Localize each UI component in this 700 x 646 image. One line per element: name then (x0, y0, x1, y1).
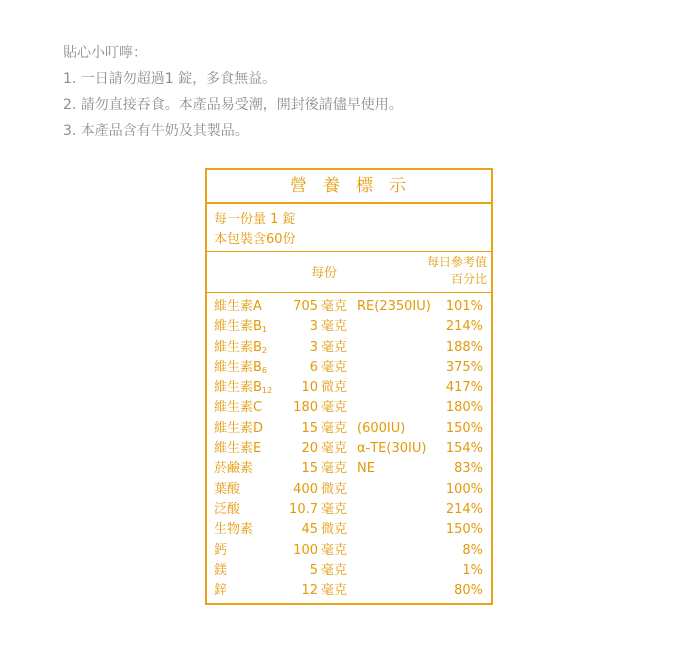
nutrient-row (207, 480, 491, 500)
nutrient-daily-value: 101% (445, 299, 483, 314)
nutrient-amount: 15 (301, 420, 318, 436)
tip-item: 3. 本產品含有牛奶及其製品。 (63, 123, 249, 139)
nutrient-unit: 微克 (321, 481, 348, 497)
nutrient-unit: 毫克 (321, 299, 348, 314)
nutrient-daily-value: 100% (445, 481, 483, 497)
nutrient-amount: 5 (309, 562, 318, 578)
nutrient-amount: 10 (301, 380, 318, 396)
nutrient-unit: 毫克 (321, 461, 348, 477)
nutrient-row (207, 459, 491, 479)
nutrient-daily-value: 150% (445, 420, 483, 436)
column-header (207, 252, 491, 293)
nutrient-row (207, 520, 491, 540)
nutrient-subscript: 12 (261, 386, 273, 396)
nutrient-daily-value: 8% (462, 542, 483, 558)
daily-value-label-line1: 每日參考值 (426, 255, 487, 269)
nutrient-amount: 3 (309, 319, 318, 335)
nutrient-row (207, 297, 491, 317)
nutrient-name: 菸鹼素 (214, 461, 254, 477)
nutrient-unit: 毫克 (321, 400, 348, 416)
nutrient-name: 生物素 (214, 522, 254, 538)
nutrient-name: 葉酸 (214, 481, 241, 497)
nutrient-name: 維生素E (214, 441, 262, 457)
nutrient-amount: 12 (301, 583, 318, 599)
nutrient-name: 維生素$B_6$ (214, 359, 268, 375)
nutrient-daily-value: 417% (445, 380, 483, 396)
nutrient-name: 維生素$B_1$ (214, 319, 268, 335)
nutrient-amount: 6 (309, 359, 318, 375)
nutrient-name: 鈣 (214, 542, 228, 558)
nutrient-row (207, 439, 491, 459)
nutrient-daily-value: 80% (454, 583, 483, 599)
nutrient-row (207, 358, 491, 378)
nutrient-daily-value: 188% (445, 339, 483, 355)
daily-value-label (427, 254, 487, 288)
nutrient-unit: 毫克 (321, 339, 348, 355)
nutrient-name: 維生素$B_{12}$ (214, 380, 273, 396)
nutrient-note: RE(2350IU) (357, 299, 431, 314)
nutrient-name: 維生素$B_2$ (214, 339, 268, 355)
nutrient-name: 維生素C (214, 400, 263, 416)
nutrient-row (207, 398, 491, 418)
tips-title: 貼心小叮嚀： (63, 45, 147, 61)
nutrient-unit: 微克 (321, 380, 348, 396)
nutrient-amount: 400 (293, 481, 318, 497)
nutrient-unit: 毫克 (321, 359, 348, 375)
per-serving-label: 每份 (311, 266, 338, 281)
nutrient-name: 鎂 (214, 562, 228, 578)
nutrient-amount: 180 (293, 400, 318, 416)
nutrient-subscript: 2 (261, 345, 268, 355)
nutrient-daily-value: 1% (462, 562, 483, 578)
nutrient-amount: 45 (301, 522, 318, 538)
nutrient-unit: 微克 (321, 522, 348, 538)
tip-item: 1. 一日請勿超過1 錠，多食無益。 (63, 71, 277, 87)
nutrient-unit: 毫克 (321, 319, 348, 335)
nutrient-daily-value: 154% (445, 441, 483, 457)
nutrient-subscript: 1 (261, 325, 268, 335)
nutrient-daily-value: 214% (445, 501, 483, 517)
panel-title: 營養標示 (207, 170, 491, 204)
nutrient-unit: 毫克 (321, 441, 348, 457)
nutrient-note: α-TE(30IU) (357, 441, 427, 457)
nutrient-unit: 毫克 (321, 562, 348, 578)
nutrient-unit: 毫克 (321, 420, 348, 436)
nutrient-note: NE (357, 461, 375, 477)
nutrient-daily-value: 375% (445, 359, 483, 375)
nutrient-amount: 100 (293, 542, 318, 558)
nutrient-daily-value: 83% (454, 461, 483, 477)
nutrient-daily-value: 180% (445, 400, 483, 416)
tip-item: 2. 請勿直接吞食。本產品易受潮，開封後請儘早使用。 (63, 97, 403, 113)
nutrient-name: 維生素A (214, 299, 262, 314)
nutrient-name: 鋅 (214, 583, 228, 599)
serving-info (207, 204, 491, 252)
servings-per-pack: 本包裝含60份 (214, 232, 296, 247)
nutrient-name: 泛酸 (214, 501, 241, 517)
nutrient-amount: 15 (301, 461, 318, 477)
tips-section (63, 40, 403, 144)
nutrient-row (207, 500, 491, 520)
nutrient-amount: 705 (293, 299, 318, 314)
daily-value-label-line2: 百分比 (450, 272, 487, 286)
nutrient-unit: 毫克 (321, 501, 348, 517)
nutrient-unit: 毫克 (321, 542, 348, 558)
nutrient-subscript: 6 (261, 365, 268, 375)
nutrient-daily-value: 214% (445, 319, 483, 335)
nutrient-row (207, 338, 491, 358)
nutrition-facts-panel (205, 168, 493, 605)
nutrient-amount: 3 (309, 339, 318, 355)
nutrient-row (207, 581, 491, 601)
serving-size: 每一份量 1 錠 (214, 212, 296, 227)
nutrient-note: (600IU) (357, 420, 406, 436)
nutrient-list (207, 293, 491, 601)
nutrient-row (207, 419, 491, 439)
nutrient-row (207, 541, 491, 561)
nutrient-amount: 10.7 (289, 501, 318, 517)
nutrient-name: 維生素D (214, 420, 264, 436)
nutrient-row (207, 561, 491, 581)
nutrient-row (207, 317, 491, 337)
nutrient-amount: 20 (301, 441, 318, 457)
nutrient-row (207, 378, 491, 398)
nutrient-daily-value: 150% (445, 522, 483, 538)
nutrient-unit: 毫克 (321, 583, 348, 599)
